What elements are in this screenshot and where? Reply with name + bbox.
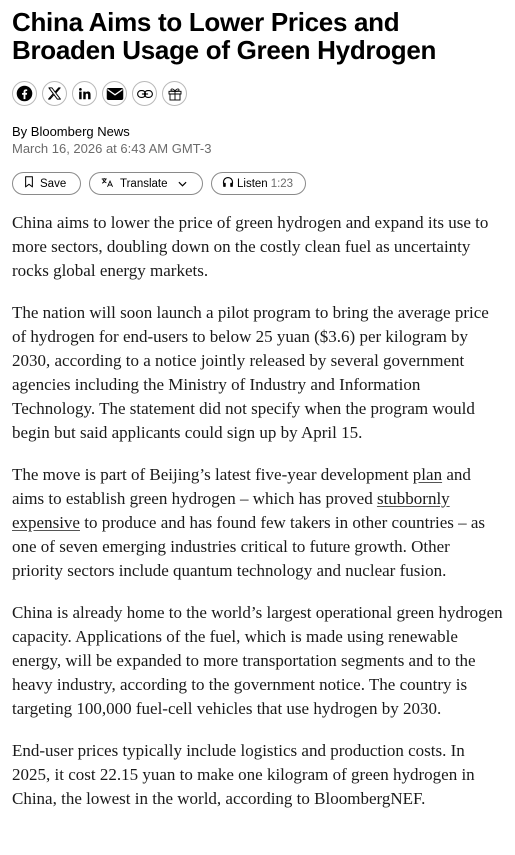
paragraph: China aims to lower the price of green hydrogen and expand its use to more sectors, doubling down on the costly clean fuel as uncertainty rocks global energy markets. — [12, 213, 489, 280]
plan-link[interactable]: plan — [412, 465, 443, 484]
paragraph-text: and aims to establish green hydrogen – which has proved — [12, 465, 471, 508]
bookmark-icon — [24, 176, 34, 191]
translate-label: Translate — [120, 177, 168, 190]
translate-icon — [101, 177, 114, 191]
headline: China Aims to Lower Prices and Broaden Usage of Green Hydrogen — [12, 7, 437, 65]
linkedin-icon[interactable] — [72, 81, 97, 106]
publish-date: March 16, 2026 at 6:43 AM GMT-3 — [12, 141, 212, 156]
listen-button[interactable] — [211, 172, 306, 195]
listen-label: Listen — [237, 177, 268, 190]
paragraph — [12, 463, 503, 583]
gift-icon[interactable] — [162, 81, 187, 106]
paragraph-text: The move is part of Beijing’s latest five-year development — [12, 465, 413, 484]
x-icon[interactable] — [42, 81, 67, 106]
save-label: Save — [40, 177, 67, 190]
facebook-icon[interactable] — [12, 81, 37, 106]
translate-button[interactable] — [89, 172, 203, 195]
link-icon[interactable] — [132, 81, 157, 106]
save-button[interactable] — [12, 172, 81, 195]
chevron-down-icon — [178, 178, 187, 190]
listen-duration: 1:23 — [270, 177, 294, 190]
email-icon[interactable] — [102, 81, 127, 106]
action-bar — [12, 172, 503, 195]
byline: By Bloomberg News — [12, 124, 130, 139]
article-body — [12, 211, 503, 811]
headphones-icon — [222, 176, 234, 191]
stubbornly-expensive-link[interactable]: stubbornly expensive — [12, 489, 450, 532]
share-bar — [12, 81, 503, 106]
paragraph: China is already home to the world’s largest operational green hydrogen capacity. Applications of the fuel, which is made using renewable energy, will be expanded to more transportation segments and to the heavy industry, according to the government notice. The country is targeting 100,000 fuel-cell vehicles that use hydrogen by 2030. — [12, 603, 503, 718]
paragraph: End-user prices typically include logistics and production costs. In 2025, it cost 22.15 yuan to make one kilogram of green hydrogen in China, the lowest in the world, according to BloombergNEF. — [12, 741, 475, 808]
paragraph: The nation will soon launch a pilot program to bring the average price of hydrogen for end-users to below 25 yuan ($3.6) per kilogram by 2030, according to a notice jointly released by several government agencies including the Ministry of Industry and Information Technology. The statement did not specify when the program would begin but said applicants could sign up by April 15. — [12, 303, 489, 442]
paragraph-text: to produce and has found few takers in other countries – as one of seven emerging industries critical to future growth. Other priority sectors include quantum technology and nuclear fusion. — [12, 513, 486, 580]
